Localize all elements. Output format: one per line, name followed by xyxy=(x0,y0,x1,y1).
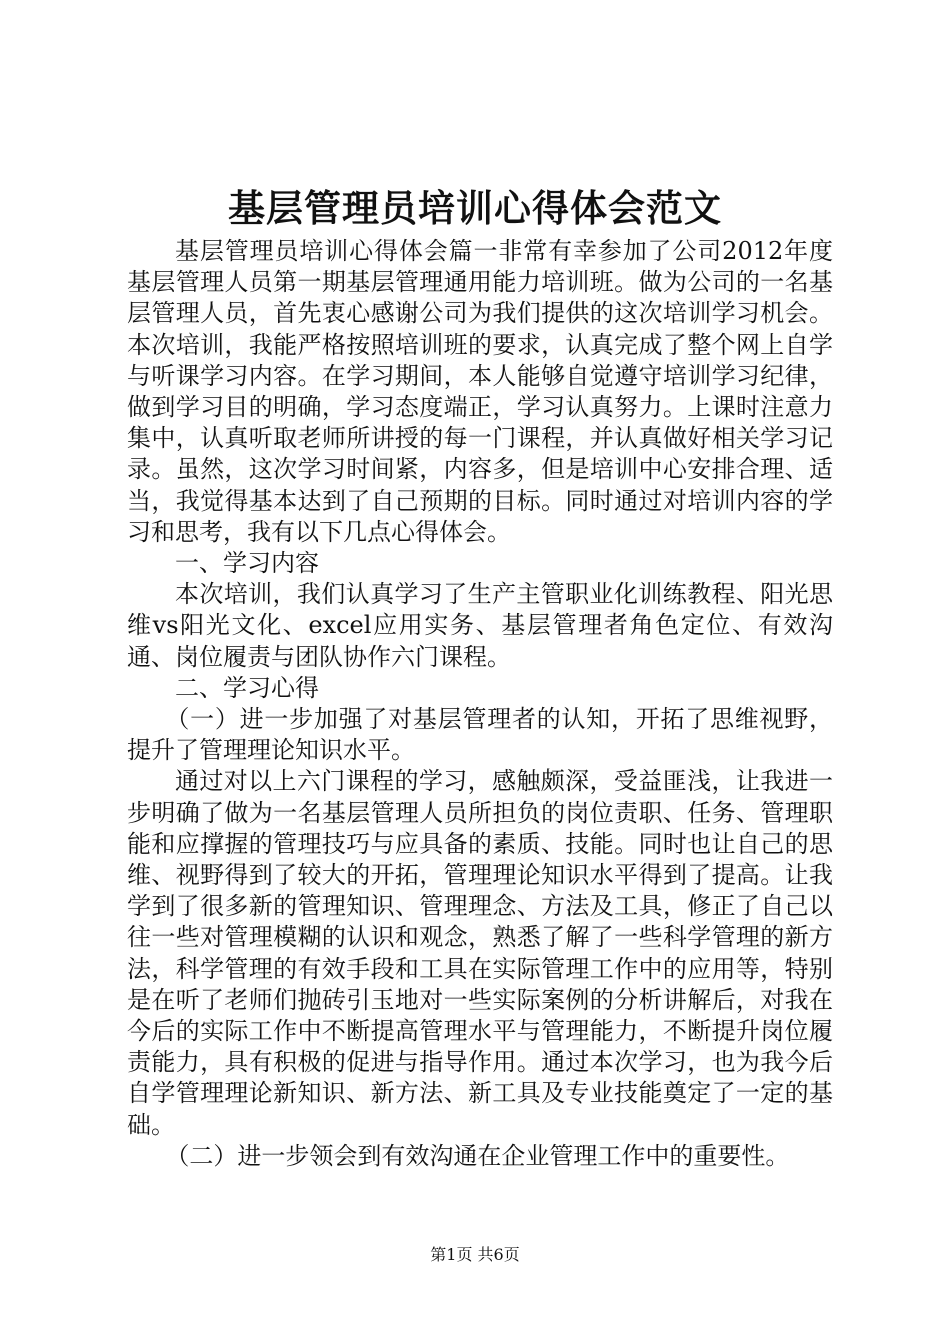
section-heading-study-insights: 二、学习心得 xyxy=(175,673,319,702)
intro-paragraph: 基层管理员培训心得体会篇一非常有幸参加了公司2012年度基层管理人员第一期基层管理通用能力培训班。做为公司的一名基层管理人员，首先衷心感谢公司为我们提供的这次培训学习机会。本次培训，我能严格按照培训班的要求，认真完成了整个网上自学与听课学习内容。在学习期间，本人能够自觉遵守培训学习纪律，做到学习目的明确，学习态度端正，学习认真努力。上课时注意力集中，认真听取老师所讲授的每一门课程，并认真做好相关学习记录。虽然，这次学习时间紧，内容多，但是培训中心安排合理、适当，我觉得基本达到了自己预期的目标。同时通过对培训内容的学习和思考，我有以下几点心得体会。 xyxy=(127,237,833,546)
section-heading-study-content: 一、学习内容 xyxy=(175,549,319,578)
insight-paragraph: 通过对以上六门课程的学习，感触颇深，受益匪浅，让我进一步明确了做为一名基层管理人员所担负的岗位责职、任务、管理职能和应撑握的管理技巧与应具备的素质、技能。同时也让自己的思维、视野得到了较大的开拓，管理理论知识水平得到了提高。让我学到了很多新的管理知识、管理理念、方法及工具，修正了自己以往一些对管理模糊的认识和观念，熟悉了解了一些科学管理的新方法，科学管理的有效手段和工具在实际管理工作中的应用等，特别是在听了老师们抛砖引玉地对一些实际案例的分析讲解后，对我在今后的实际工作中不断提高管理水平与管理能力，不断提升岗位履责能力，具有积极的促进与指导作用。通过本次学习，也为我今后自学管理理论新知识、新方法、新工具及专业技能奠定了一定的基础。 xyxy=(127,767,833,1139)
document-body xyxy=(127,236,833,1172)
subheading-one: （一）进一步加强了对基层管理者的认知，开拓了思维视野，提升了管理理论知识水平。 xyxy=(127,705,833,765)
subheading-two: （二）进一步领会到有效沟通在企业管理工作中的重要性。 xyxy=(165,1141,790,1170)
document-title: 基层管理员培训心得体会范文 xyxy=(228,187,722,230)
page-footer: 第1页 共6页 xyxy=(430,1245,520,1264)
course-list-paragraph: 本次培训，我们认真学习了生产主管职业化训练教程、阳光思维vs阳光文化、excel应用实务、基层管理者角色定位、有效沟通、岗位履责与团队协作六门课程。 xyxy=(127,580,833,671)
